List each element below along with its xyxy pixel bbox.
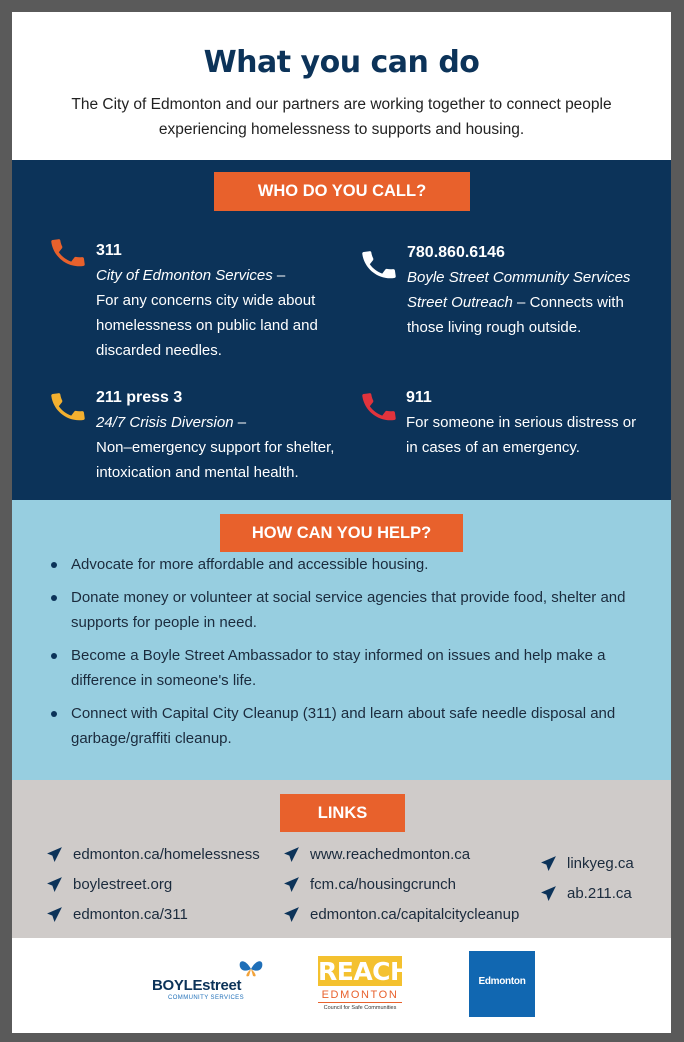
boyle-logo-text: BOYLEstreet xyxy=(152,977,242,994)
contact-911 xyxy=(406,385,646,460)
flyer-page xyxy=(12,12,671,1033)
phone-icon xyxy=(48,233,88,273)
arrow-icon xyxy=(46,846,63,863)
boyle-street-logo xyxy=(152,958,272,1008)
call-heading: WHO DO YOU CALL? xyxy=(214,172,470,211)
arrow-icon xyxy=(540,855,557,872)
contact-description: For any concerns city wide about homelessness on public land and discarded needles. xyxy=(96,292,318,359)
arrow-icon xyxy=(540,885,557,902)
city-of-edmonton-logo xyxy=(469,951,535,1017)
link-linkyeg[interactable]: linkyeg.ca xyxy=(540,848,634,878)
list-item: Donate money or volunteer at social service agencies that provide food, shelter and supports for people in need. xyxy=(50,585,640,635)
contact-number: 780.860.6146 xyxy=(407,244,505,261)
contact-description: Connects with those living rough outside. xyxy=(407,294,624,336)
edmonton-logo-text: Edmonton xyxy=(478,976,526,987)
contact-description: For someone in serious distress or in cases of an emergency. xyxy=(406,414,637,456)
phone-icon xyxy=(359,387,399,427)
phone-icon xyxy=(359,245,399,285)
link-reachedmonton[interactable]: www.reachedmonton.ca xyxy=(283,839,519,869)
partner-logos xyxy=(12,938,671,1033)
links-section xyxy=(12,780,671,938)
reach-logo-city: EDMONTON xyxy=(318,989,402,1003)
arrow-icon xyxy=(283,846,300,863)
page-title: What you can do xyxy=(203,45,480,80)
links-column-1 xyxy=(46,839,260,929)
contact-number: 911 xyxy=(406,389,432,406)
links-column-3 xyxy=(540,848,634,908)
contact-org: Boyle Street Community Services Street Outreach xyxy=(407,269,631,311)
link-boylestreet[interactable]: boylestreet.org xyxy=(46,869,260,899)
contact-number: 311 xyxy=(96,242,122,259)
reach-logo-subtext: Council for Safe Communities xyxy=(323,1005,397,1011)
arrow-icon xyxy=(46,906,63,923)
phone-icon xyxy=(48,387,88,427)
help-heading: HOW CAN YOU HELP? xyxy=(220,514,463,552)
contact-number: 211 press 3 xyxy=(96,389,183,406)
link-311[interactable]: edmonton.ca/311 xyxy=(46,899,260,929)
help-list xyxy=(50,552,640,759)
how-can-you-help-section xyxy=(12,500,671,780)
contact-311: 311 City of Edmonton Services – For any concerns city wide about homelessness on public land and discarded needles. xyxy=(96,238,346,363)
arrow-icon xyxy=(283,876,300,893)
list-item: Become a Boyle Street Ambassador to stay informed on issues and help make a difference in someone's life. xyxy=(50,643,640,693)
header xyxy=(12,12,671,160)
contact-description: Non–emergency support for shelter, intoxication and mental health. xyxy=(96,439,335,481)
who-do-you-call-section xyxy=(12,160,671,500)
contact-org: City of Edmonton Services xyxy=(96,267,273,284)
link-capitalcitycleanup[interactable]: edmonton.ca/capitalcitycleanup xyxy=(283,899,519,929)
list-item: Advocate for more affordable and accessible housing. xyxy=(50,552,640,577)
contact-211: 211 press 3 24/7 Crisis Diversion – Non–emergency support for shelter, intoxication and mental health. xyxy=(96,385,366,485)
arrow-icon xyxy=(46,876,63,893)
reach-edmonton-logo xyxy=(318,956,411,1014)
link-housingcrunch[interactable]: fcm.ca/housingcrunch xyxy=(283,869,519,899)
link-homelessness[interactable]: edmonton.ca/homelessness xyxy=(46,839,260,869)
intro-text: The City of Edmonton and our partners are working together to connect people experiencing homelessness to supports and housing. xyxy=(71,96,612,138)
reach-logo-text: REACH xyxy=(318,957,411,986)
contact-boyle-street: 780.860.6146 Boyle Street Community Services Street Outreach – Connects with those living rough outside. xyxy=(407,240,657,340)
contact-org: 24/7 Crisis Diversion xyxy=(96,414,234,431)
links-heading: LINKS xyxy=(280,794,405,832)
list-item: Connect with Capital City Cleanup (311) and learn about safe needle disposal and garbage/graffiti cleanup. xyxy=(50,701,640,751)
links-column-2 xyxy=(283,839,519,929)
boyle-logo-subtext: COMMUNITY SERVICES xyxy=(168,995,244,1001)
link-ab211[interactable]: ab.211.ca xyxy=(540,878,634,908)
arrow-icon xyxy=(283,906,300,923)
